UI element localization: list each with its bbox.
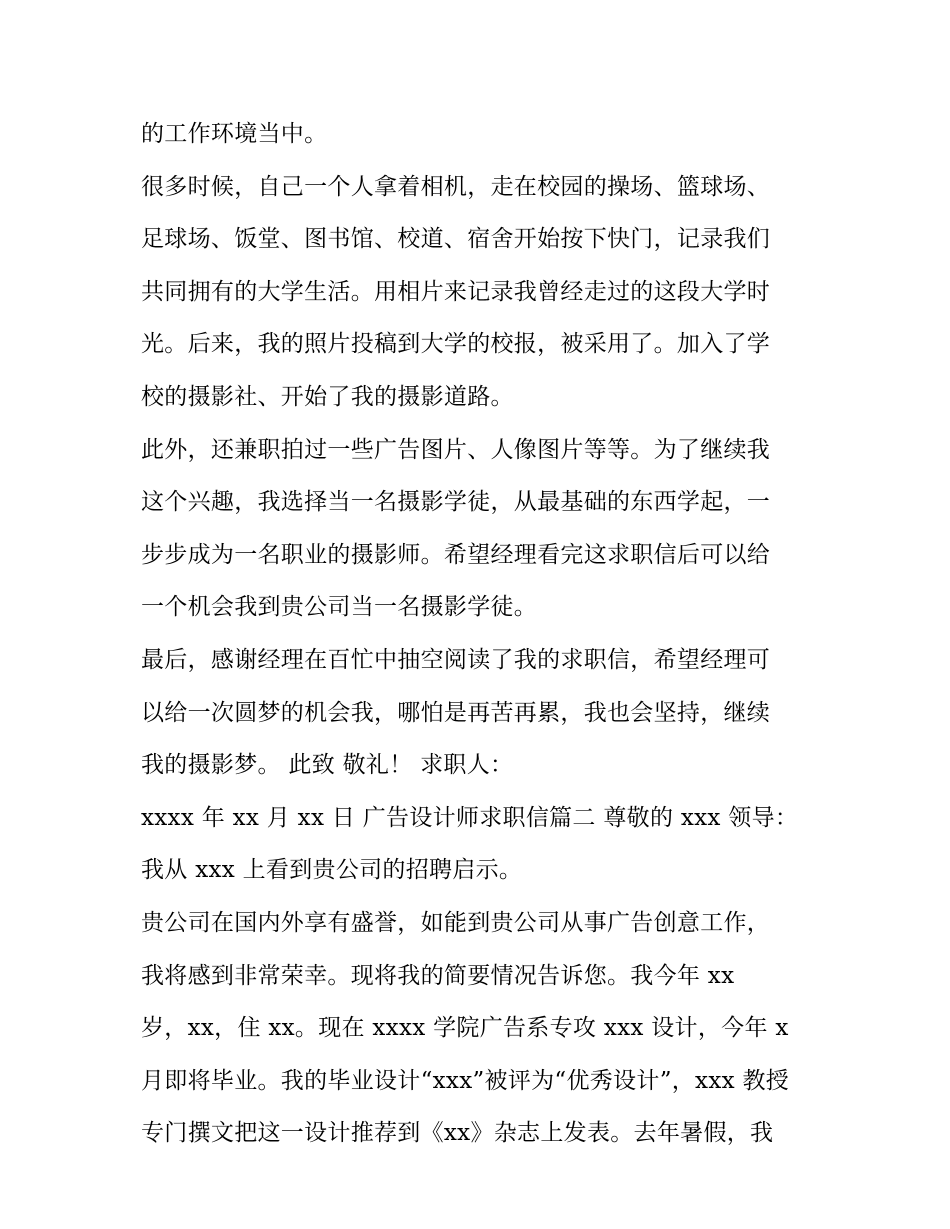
text-line: 贵公司在国内外享有盛誉，如能到贵公司从事广告创意工作，: [141, 909, 771, 936]
text-line: 的工作环境当中。: [141, 121, 328, 147]
text-line: 岁，xx，住 xx。现在 xxxx 学院广告系专攻 xxx 设计，今年 x: [141, 1015, 789, 1042]
text-line: 一个机会我到贵公司当一名摄影学徒。: [141, 594, 538, 621]
text-line: 专门撰文把这一设计推荐到《xx》杂志上发表。去年暑假，我: [141, 1120, 774, 1147]
text-line: 校的摄影社、开始了我的摄影道路。: [141, 383, 514, 410]
text-line: 我将感到非常荣幸。现将我的简要情况告诉您。我今年 xx: [141, 962, 735, 989]
text-line: 最后，感谢经理在百忙中抽空阅读了我的求职信，希望经理可: [141, 646, 771, 673]
text-line: xxxx 年 xx 月 xx 日 广告设计师求职信篇二 尊敬的 xxx 领导：: [141, 804, 799, 831]
text-line: 光。后来，我的照片投稿到大学的校报，被采用了。加入了学: [141, 331, 771, 358]
text-line: 我的摄影梦。 此致 敬礼！ 求职人：: [141, 752, 514, 779]
text-line: 以给一次圆梦的机会我，哪怕是再苦再累，我也会坚持，继续: [141, 699, 771, 726]
text-line: 我从 xxx 上看到贵公司的招聘启示。: [141, 857, 523, 884]
text-line: 步步成为一名职业的摄影师。希望经理看完这求职信后可以给: [141, 541, 771, 568]
text-line: 月即将毕业。我的毕业设计“xxx”被评为“优秀设计”，xxx 教授: [141, 1067, 790, 1094]
text-line: 此外，还兼职拍过一些广告图片、人像图片等等。为了继续我: [141, 436, 771, 463]
body-text: [141, 108, 821, 1160]
text-line: 足球场、饭堂、图书馆、校道、宿舍开始按下快门，记录我们: [141, 226, 771, 253]
text-line: 共同拥有的大学生活。用相片来记录我曾经走过的这段大学时: [141, 278, 771, 305]
text-line: 很多时候，自己一个人拿着相机，走在校园的操场、篮球场、: [141, 173, 771, 200]
text-line: 这个兴趣，我选择当一名摄影学徒，从最基础的东西学起，一: [141, 489, 771, 516]
